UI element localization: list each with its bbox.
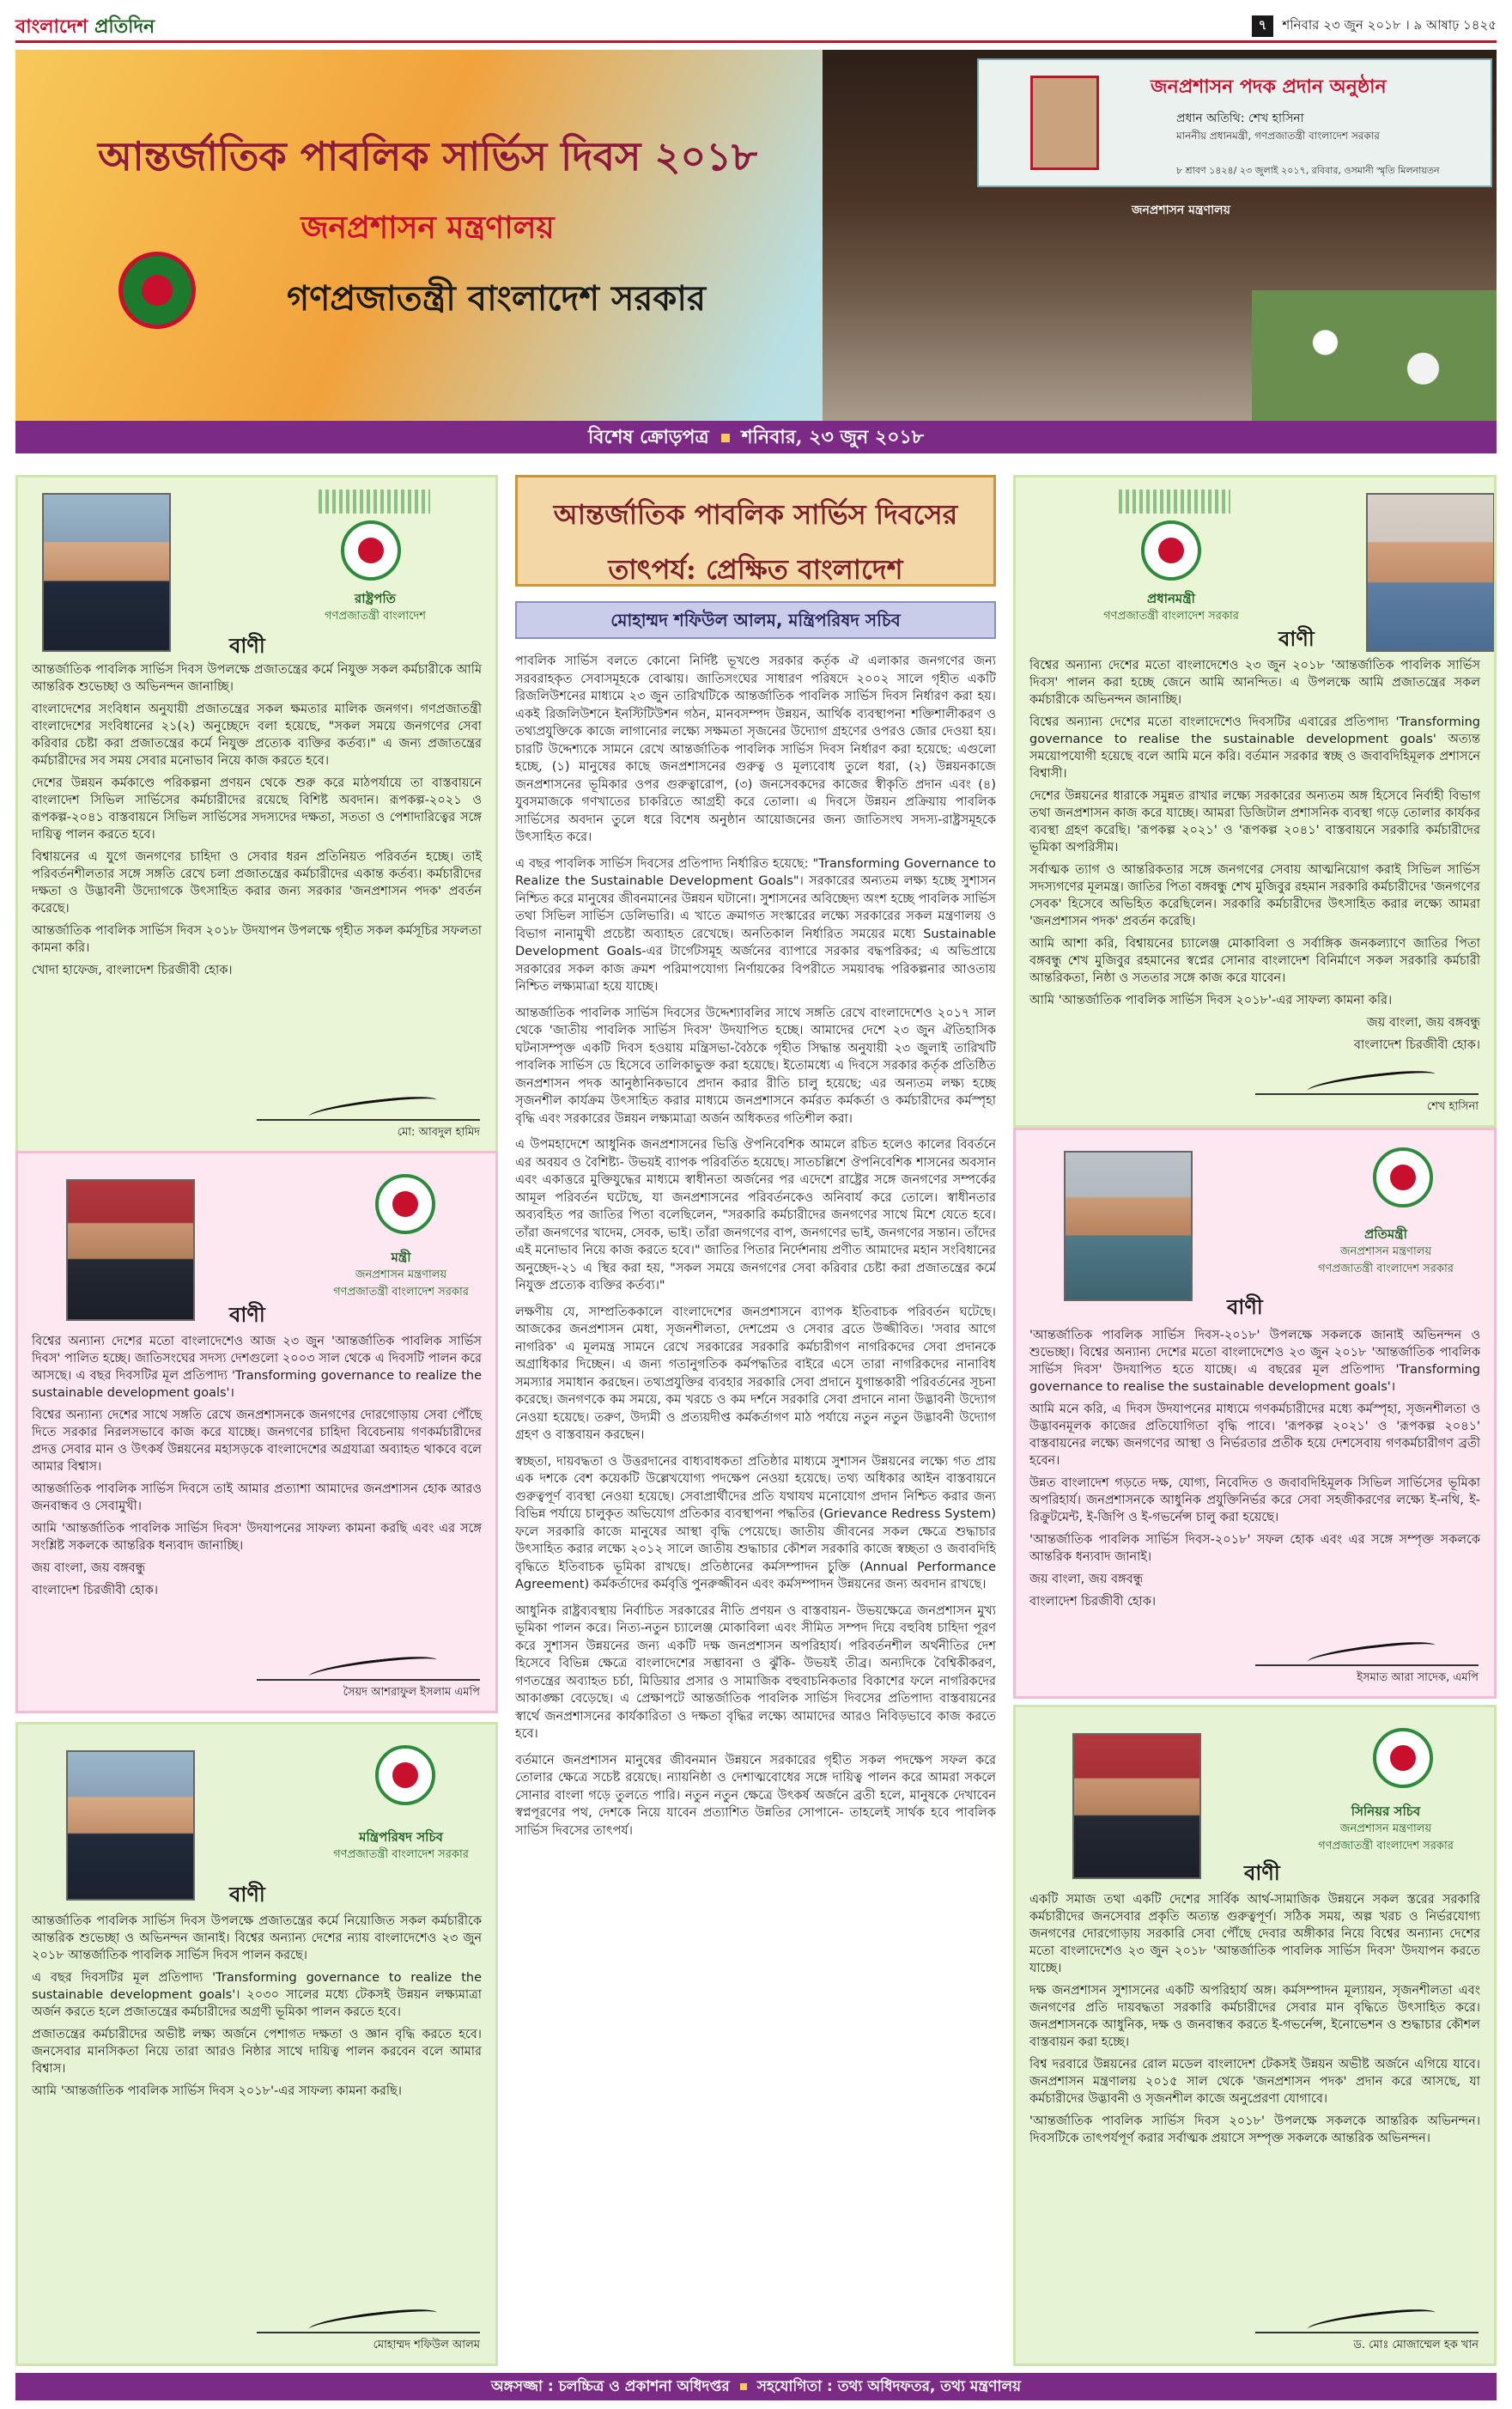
paragraph: আন্তর্জাতিক পাবলিক সার্ভিস দিবসের উদ্দেশ্যাবলির সাথে সঙ্গতি রেখে বাংলাদেশেও ২০১৭ সাল থেকে 'জাতীয় পাবলিক সার্ভিস দিবস' উদযাপিত হচ্ছে। আমাদের দেশে ২৩ জুন ঐতিহাসিক ঘটনাসম্পৃক্ত একটি দিবস হওয়ায় মন্ত্রিসভা-বৈঠকে গৃহীত সিদ্ধান্ত অনুযায়ী ২৩ জুলাই তারিখটি পাবলিক সার্ভিস ডে হিসেবে তালিকাভুক্ত করা হয়েছে। ইতোমধ্যে এ দিবসে সরকার কর্তৃক প্রতিষ্ঠিত জনপ্রশাসন পদক আনুষ্ঠানিকভাবে প্রদান করার রীতি চালু হয়েছে; এর অন্যতম লক্ষ্য হচ্ছে সৃজনশীল কার্যক্রম উৎসাহিত করার মাধ্যমে জনপ্রশাসনে কর্মরত কর্মকর্তা ও কর্মচারীদের কর্মস্পৃহা বৃদ্ধি এবং সরকারের উন্নয়ন লক্ষ্যমাত্রা অর্জন অধিকতর গতিশীল করা। [515, 1006, 996, 1126]
cabinet-secretary-role-sub: গণপ্রজাতন্ত্রী বাংলাদেশ সরকার [333, 1848, 469, 1861]
paragraph: আমি আশা করি, বিশ্বায়নের চ্যালেঞ্জ মোকাবিলা ও সর্বাঙ্গিক জনকল্যাণে জাতির পিতা বঙ্গবন্ধু শেখ মুজিবুর রহমানের স্বপ্নের সোনার বাংলাদেশ বিনির্মাণে সকল সরকারি কর্মচারী আন্তরিকতা, নিষ্ঠা ও সততার সঙ্গে কাজ করে যাবেন। [1029, 937, 1480, 985]
page-number: ৭ [1252, 15, 1274, 37]
paragraph: 'আন্তর্জাতিক পাবলিক সার্ভিস দিবস-২০১৮' উপলক্ষে সকলকে জানাই অভিনন্দন ও শুভেচ্ছা। বিশ্বের অন্যান্য দেশের মতো বাংলাদেশেও ২৩ জুন ২০১৮ 'আন্তর্জাতিক পাবলিক সার্ভিস দিবস' উদযাপিত হতে যাচ্ছে। এ বছরের মূল প্রতিপাদ্য 'Transforming governance to realise the sustainable development goals'। [1029, 1329, 1480, 1394]
president-role-sub: গণপ্রজাতন্ত্রী বাংলাদেশ [325, 610, 426, 623]
banner [15, 50, 1497, 421]
minister-photo [66, 1179, 195, 1321]
state-minister-seal-icon [1373, 1147, 1433, 1208]
pm-heading: বাণী [1278, 626, 1315, 651]
senior-secretary-name: ড. মোঃ মোজাম্মেল হক খান [1353, 2339, 1479, 2351]
page-info [1252, 15, 1497, 37]
paragraph: বিশ্বের অন্যান্য দেশের মতো বাংলাদেশেও দিবসটির এবারের প্রতিপাদ্য 'Transforming governance to realise the sustainable development goals' অত্যন্ত সময়োপযোগী হয়েছে বলে আমি মনে করি। বর্তমান সরকার স্বচ্ছ ও জবাবদিহিমূলক প্রশাসনে বিশ্বাসী। [1029, 715, 1480, 781]
minister-heading: বাণী [229, 1302, 265, 1327]
minister-role: মন্ত্রী [391, 1250, 411, 1265]
cabinet-secretary-text [32, 1913, 482, 2100]
masthead [15, 12, 1497, 43]
senior-secretary-message [1013, 1705, 1497, 2366]
pm-name: শেখ হাসিনা [1426, 1100, 1479, 1113]
state-minister-photo [1064, 1151, 1193, 1301]
state-minister-role: প্রতিমন্ত্রী [1364, 1226, 1407, 1242]
paragraph: পাবলিক সার্ভিস বলতে কোনো নির্দিষ্ট ভূখণ্ডে সরকার কর্তৃক ঐ এলাকার জনগণের জন্য সরবরাহকৃত সেবাসমূহকে বোঝায়। জাতিসংঘের সাধারণ পরিষদে ২০০২ সালে গৃহীত একটি রিজলিউশনের মাধ্যমে ২৩ জুন তারিখটিকে আন্তর্জাতিক পাবলিক সার্ভিস দিবস নির্ধারণ করা হয়। একই রিজলিউশনে ইনস্টিটিউশন গঠন, মানবসম্পদ উন্নয়ন, আর্থিক ব্যবস্থাপনা শক্তিশালীকরণ ও তথ্যপ্রযুক্তিকে কাজে লাগানোর লক্ষ্যে সক্ষমতা সৃজনের উদ্যোগ গ্রহণের ওপরও জোর দেওয়া হয়। চারটি উদ্দেশ্যকে সামনে রেখে আন্তর্জাতিক পাবলিক সার্ভিস দিবস নির্ধারণ করা হয়েছে: এগুলো হচ্ছে, (১) মানুষের কাছে জনপ্রশাসনের গুরুত্ব ও মূল্যবোধ তুলে ধরা, (২) উন্নয়নকাজে জনপ্রশাসনের ভূমিকার ওপর গুরুত্বারোপ, (৩) জনসেবকদের কাজের স্বীকৃতি প্রদান এবং (৪) যুবসমাজকে গণখাতের চাকরিতে আগ্রহী করে তোলা। এ দিবসে উন্নয়ন প্রক্রিয়ায় পাবলিক সার্ভিসের অবদান তুলে ধরে বিশেষ অনুষ্ঠান আয়োজনের জন্য জাতিসংঘ সদস্য-রাষ্ট্রসমূহকে উৎসাহিত করে। [515, 654, 996, 844]
president-name: মো: আবদুল হামিদ [397, 1126, 480, 1139]
minister-seal-icon [375, 1174, 435, 1234]
cabinet-seal-icon [375, 1745, 435, 1805]
supplement-strip [15, 421, 1497, 453]
paragraph: এ উপমহাদেশে আধুনিক জনপ্রশাসনের ভিত্তি ঔপনিবেশিক আমলে রচিত হলেও কালের বিবর্তনে এর অবয়ব ও বৈশিষ্ট্য- উভয়ই ব্যাপক পরিবর্তিত হয়েছে। সাতচল্লিশে ঔপনিবেশিক শাসনের অবসান এবং একাত্তরে মুক্তিযুদ্ধের মাধ্যমে স্বাধীনতা অর্জনের পর এদেশে রাষ্ট্রের সঙ্গে জনগণের সম্পর্কের আমূল পরিবর্তন ঘটেছে, যা জনপ্রশাসনের পরিবর্তনকেও অনিবার্য করে তোলে। স্বাধীনতার অব্যবহিত পর জাতির পিতা বলেছিলেন, "সরকারি কর্মচারীদের জনগণের সাথে মিশে যেতে হবে। তাঁরা জনগণের খাদেম, সেবক, ভাই। তাঁরা জনগণের বাপ, জনগণের ভাই, জনগণের সন্তান। তাঁদের এই মনোভাব নিয়ে কাজ করতে হবে।" জাতির পিতার নির্দেশনায় প্রণীত আমাদের মহান সংবিধানের অনুচ্ছেদ-২১ এ স্থির করা হয়, "সকল সময়ে জনগণের সেবা করিবার চেষ্টা করা প্রজাতন্ত্রের কর্মে নিযুক্ত প্রত্যেক ব্যক্তির কর্তব্য।" [515, 1138, 996, 1293]
paragraph: বিশ্ব দরবারে উন্নয়নের রোল মডেল বাংলাদেশ টেকসই উন্নয়ন অভীষ্ট অর্জনে এগিয়ে যাবে। জনপ্রশাসন মন্ত্রণালয় ২০১৫ সাল থেকে 'জনপ্রশাসন পদক' প্রদান করে আসছে, যা কর্মচারীদের উদ্ভাবনী ও সৃজনশীল কাজে অনুপ্রেরণা যোগাবে। [1029, 2058, 1480, 2106]
senior-secretary-role-sub1: জনপ্রশাসন মন্ত্রণালয় [1339, 1822, 1432, 1835]
signature-icon [257, 1655, 480, 1681]
pm-photo [1366, 493, 1495, 652]
president-role: রাষ্ট্রপতি [355, 591, 396, 606]
paragraph: বিশ্বের অন্যান্য দেশের সাথে সঙ্গতি রেখে জনপ্রশাসনকে জনগণের দোরগোড়ায় সেবা পৌঁছে দিতে সরকার নিরলসভাবে কাজ করে যাচ্ছে। জনগণের চাহিদা বিবেচনায় গণকর্মচারীদের প্রদত্ত সেবার মান ও উৎকর্ষ উন্নয়নের মহাসড়কে বাংলাদেশের অগ্রযাত্রা অব্যাহত থাকবে বলে আমার বিশ্বাস। [32, 1408, 482, 1474]
paragraph: 'আন্তর্জাতিক পাবলিক সার্ভিস দিবস ২০১৮' উপলক্ষে সকলকে আন্তরিক অভিনন্দন। দিবসটিকে তাৎপর্যপূর্ণ করার সর্বাত্মক প্রয়াসে সম্পৃক্ত সকলকে আন্তরিক অভিনন্দন। [1029, 2114, 1480, 2145]
state-minister-role-sub1: জনপ্রশাসন মন্ত্রণালয় [1339, 1245, 1432, 1258]
newspaper-logo [15, 12, 155, 38]
closing-line: বাংলাদেশ চিরজীবী হোক। [32, 1584, 159, 1597]
article-author: মোহাম্মদ শফিউল আলম, মন্ত্রিপরিষদ সচিব [515, 601, 996, 639]
paragraph: উন্নত বাংলাদেশ গড়তে দক্ষ, যোগ্য, নিবেদিত ও জবাবদিহিমূলক সিভিল সার্ভিসের ভূমিকা অপরিহার্য। জনপ্রশাসনকে আধুনিক প্রযুক্তিনির্ভর করে সেবা সহজীকরণের লক্ষ্যে ই-নথি, ই-রিক্রুটমেন্ট, ই-জিপি ও ই-গভর্নেন্স চালু করা হয়েছে। [1029, 1476, 1480, 1524]
backdrop-portrait [1030, 76, 1099, 170]
paragraph: এ বছর পাবলিক সার্ভিস দিবসের প্রতিপাদ্য নির্ধারিত হয়েছে: "Transforming Governance to Realize the Sustainable Development Goals"। সরকারের অন্যতম লক্ষ্য হচ্ছে সুশাসন নিশ্চিত করে মানুষের জীবনমানের উন্নয়ন ঘটানো। সুশাসনের অবিচ্ছেদ্য অংশ হচ্ছে পাবলিক সার্ভিস তথা সিভিল সার্ভিস ডেলিভারি। এ খাতে ক্রমাগত সংস্কারের লক্ষ্যে সরকারের সকল মন্ত্রণালয় ও বিভাগ নানামুখী প্রচেষ্টা অব্যাহত রেখেছে। অনতিকাল নির্ধারিত সময়ের মধ্যে Sustainable Development Goals-এর টার্গেটসমূহ অর্জনের ব্যাপারে সরকার বদ্ধপরিকর; এ অভিপ্রায়ে সরকারের সকল কাজ ক্রমশ পরিমাপযোগ্য নির্ণায়কের বিপরীতে সময়াবদ্ধ পরিকল্পনার আওতায় নিশ্চিত লক্ষ্যমাত্রা হয়ে যাচ্ছে। [515, 856, 996, 994]
senior-secretary-role: সিনিয়র সচিব [1351, 1804, 1421, 1819]
senior-secretary-signature [1255, 2308, 1479, 2355]
cabinet-secretary-signature [257, 2308, 480, 2355]
pm-text [1029, 657, 1480, 1054]
closing-line: জয় বাংলা, জয় বঙ্গবন্ধু [32, 1561, 146, 1575]
paragraph: দেশের উন্নয়ন কর্মকাণ্ডে পরিকল্পনা প্রণয়ন থেকে শুরু করে মাঠপর্যায়ে তা বাস্তবায়নে বাংলাদেশ সিভিল সার্ভিসের কর্মচারীদের রয়েছে বিশিষ্ট অবদান। রূপকল্প-২০২১ ও রূপকল্প-২০৪১ বাস্তবায়নে সিভিল সার্ভিসের সদস্যদের দক্ষতা, সততা ও পেশাদারিত্বের সঙ্গে দায়িত্ব পালন করতে হবে। [32, 776, 482, 842]
minister-text [32, 1333, 482, 1599]
footer-strip [15, 2373, 1497, 2400]
backdrop-chief-guest: প্রধান অতিথি: শেখ হাসিনা [1176, 112, 1304, 125]
banner-government: গণপ্রজাতন্ত্রী বাংলাদেশ সরকার [287, 278, 706, 319]
pm-signature [1255, 1069, 1479, 1116]
president-heading: বাণী [229, 633, 265, 658]
paragraph: সর্বাত্মক ত্যাগ ও আন্তরিকতার সঙ্গে জনগণের সেবায় আত্মনিয়োগ করাই সিভিল সার্ভিস সদস্যগণের মূলমন্ত্র। জাতির পিতা বঙ্গবন্ধু শেখ মুজিবুর রহমান সরকারি কর্মচারীদের 'জনগণের সেবক' হিসেবে অভিহিত করেছিলেন। সরকারি কর্মচারীদের উৎসাহিত করার লক্ষ্যে আমরা 'জনপ্রশাসন পদক' প্রবর্তন করেছি। [1029, 863, 1480, 928]
senior-secretary-role-sub2: গণপ্রজাতন্ত্রী বাংলাদেশ সরকার [1318, 1840, 1454, 1852]
signature-icon [257, 1095, 480, 1121]
paragraph: আমি 'আন্তর্জাতিক পাবলিক সার্ভিস দিবস ২০১৮'-এর সাফল্য কামনা করি। [1029, 994, 1393, 1007]
president-message [15, 475, 498, 1153]
pm-message [1013, 475, 1497, 1128]
paragraph: আন্তর্জাতিক পাবলিক সার্ভিস দিবসে তাই আমার প্রত্যাশা আমাদের জনপ্রশাসন হোক আরও জনবান্ধব ও সেবামুখী। [32, 1482, 482, 1513]
cabinet-secretary-message [15, 1722, 498, 2366]
article-body [515, 653, 996, 2319]
signature-icon [257, 2308, 480, 2333]
footer-left: অঙ্গসজ্জা : চলচ্চিত্র ও প্রকাশনা অধিদপ্তর [490, 2378, 730, 2395]
minister-role-sub2: গণপ্রজাতন্ত্রী বাংলাদেশ সরকার [333, 1286, 469, 1299]
paragraph: আন্তর্জাতিক পাবলিক সার্ভিস দিবস উপলক্ষে প্রজাতন্ত্রের কর্মে নিয়োজিত সকল কর্মচারীকে আন্তরিক শুভেচ্ছা ও অভিনন্দন জানাই। বিশ্বের অন্যান্য দেশের ন্যায় বাংলাদেশেও ২৩ জুন ২০১৮ আন্তর্জাতিক পাবলিক সার্ভিস দিবস পালন করছে। [32, 1914, 482, 1962]
separator-icon [740, 2383, 747, 2390]
cabinet-secretary-heading: বাণী [229, 1882, 265, 1907]
issue-date: শনিবার ২৩ জুন ২০১৮ । ৯ আষাঢ় ১৪২৫ [1282, 17, 1497, 33]
paragraph: 'আন্তর্জাতিক পাবলিক সার্ভিস দিবস-২০১৮' সফল হোক এবং এর সঙ্গে সম্পৃক্ত সকলকে আন্তরিক ধন্যবাদ জানাই। [1029, 1533, 1480, 1564]
state-minister-role-sub2: গণপ্রজাতন্ত্রী বাংলাদেশ সরকার [1318, 1262, 1454, 1275]
pm-role: প্রধানমন্ত্রী [1147, 591, 1195, 606]
brand-green: প্রতিদিন [94, 15, 155, 38]
signature-icon [1255, 2308, 1479, 2333]
closing-line: বাংলাদেশ চিরজীবী হোক। [1029, 1595, 1157, 1609]
pm-role-sub: গণপ্রজাতন্ত্রী বাংলাদেশ সরকার [1103, 610, 1239, 623]
paragraph: আমি 'আন্তর্জাতিক পাবলিক সার্ভিস দিবস ২০১৮'-এর সাফল্য কামনা করছি। [32, 2084, 402, 2098]
paragraph: আন্তর্জাতিক পাবলিক সার্ভিস দিবস ২০১৮ উদযাপন উপলক্ষে গৃহীত সকল কর্মসূচির সফলতা কামনা করি। [32, 924, 482, 955]
paragraph: দেশের উন্নয়নের ধারাকে সমুন্নত রাখার লক্ষ্যে সরকারের অন্যতম অঙ্গ হিসেবে নির্বাহী বিভাগ তথা জনপ্রশাসন কাজ করে যাচ্ছে। আমরা ডিজিটাল প্রশাসনিক ব্যবস্থা গড়ে তোলার কার্যকর ব্যবস্থা গ্রহণ করেছি। 'রূপকল্প ২০২১' ও 'রূপকল্প ২০৪১' বাস্তবায়নে সরকারি কর্মচারীদের ভূমিকা অপরিসীম। [1029, 789, 1480, 855]
paragraph: বিশ্বের অন্যান্য দেশের মতো বাংলাদেশেও আজ ২৩ জুন 'আন্তর্জাতিক পাবলিক সার্ভিস দিবস' পালিত হচ্ছে। জাতিসংঘের সদস্য দেশগুলো ২০০৩ সাল থেকে এ দিবসটি পালন করে আসছে। এ বছর দিবসটির মূল প্রতিপাদ্য 'Transforming governance to realize the sustainable development goals'। [32, 1335, 482, 1400]
paragraph: এ বছর দিবসটির মূল প্রতিপাদ্য 'Transforming governance to realize the sustainable development goals'। ২০৩০ সালের মধ্যে টেকসই উন্নয়ন লক্ষ্যমাত্রা অর্জন করতে হলে প্রজাতন্ত্রের কর্মচারীদের অগ্রণী ভূমিকা পালন করতে হবে। [32, 1971, 482, 2019]
closing-line: বাংলাদেশ চিরজীবী হোক। [1353, 1038, 1480, 1052]
podium-flowers [1252, 290, 1497, 421]
signature-icon [1255, 1069, 1479, 1095]
cabinet-secretary-role: মন্ত্রিপরিষদ সচিব [359, 1829, 443, 1845]
senior-secretary-heading: বাণী [1244, 1860, 1280, 1885]
event-backdrop [977, 58, 1492, 187]
paragraph: আধুনিক রাষ্ট্রব্যবস্থায় নির্বাচিত সরকারের নীতি প্রণয়ন ও বাস্তবায়ন- উভয়ক্ষেত্রে জনপ্রশাসন মুখ্য ভূমিকা পালন করে। নিত্য-নতুন চ্যালেঞ্জ মোকাবিলা এবং সীমিত সম্পদ দিয়ে বহুবিধ চাহিদা পূরণ করে সুশাসন উন্নয়নের জন্য একটি দক্ষ জনপ্রশাসন অপরিহার্য। পরিবর্তনশীল অর্থনীতির দেশ হিসেবে বিভিন্ন ক্ষেত্রে বাংলাদেশের সম্ভাবনা ও ঝুঁকি- উভয়ই তীব্র। অন্যদিকে বৈশ্বিকীকরণ, গণতন্ত্রের অব্যাহত চর্চা, মিডিয়ার প্রসার ও সামাজিক বহুবাচনিকতার বিকাশের ফলে নাগরিকদের আকাঙ্ক্ষা বেড়েছে। এ প্রেক্ষাপটে আন্তর্জাতিক পাবলিক সার্ভিস দিবসের প্রতিপাদ্য বাস্তবায়নের স্বার্থে জনপ্রশাসনের কার্যকারিতা ও দক্ষতা বৃদ্ধির লক্ষ্যে আমাদের আরও নিবিড়ভাবে কাজ করতে হবে। [515, 1603, 996, 1741]
state-minister-heading: বাণী [1227, 1294, 1263, 1319]
article-title-line1: আন্তর্জাতিক পাবলিক সার্ভিস দিবসের [553, 498, 958, 531]
strip-left: বিশেষ ক্রোড়পত্র [587, 426, 709, 448]
minister-name: সৈয়দ আশরাফুল ইসলাম এমপি [343, 1686, 480, 1699]
minister-role-sub1: জনপ্রশাসন মন্ত্রণালয় [355, 1268, 447, 1281]
banner-title: আন্তর্জাতিক পাবলিক সার্ভিস দিবস ২০১৮ [98, 133, 757, 179]
article-title-line2: তাৎপর্য: প্রেক্ষিত বাংলাদেশ [608, 553, 903, 586]
event-photo [823, 50, 1497, 421]
article-title-box [515, 475, 996, 587]
footer-right: সহযোগিতা : তথ্য অধিদফতর, তথ্য মন্ত্রণালয় [756, 2378, 1022, 2395]
minister-signature [257, 1655, 480, 1702]
president-photo [42, 493, 171, 652]
paragraph: দক্ষ জনপ্রশাসন সুশাসনের একটি অপরিহার্য অঙ্গ। কর্মসম্পাদন মূল্যায়ন, সৃজনশীলতা এবং জনগণের প্রতি দায়বদ্ধতা সরকারি কর্মচারীদের সেবার মান বৃদ্ধিতে উৎসাহিত করে। জনপ্রশাসনকে আধুনিক, দক্ষ ও জনবান্ধব করতে ই-গভর্নেন্স, ইনোভেশন ও শুদ্ধাচার কৌশল বাস্তবায়ন করা হচ্ছে। [1029, 1984, 1480, 2049]
paragraph: বর্তমানে জনপ্রশাসন মানুষের জীবনমান উন্নয়নে সরকারের গৃহীত সকল পদক্ষেপ সফল করে তোলার ক্ষেত্রে সচেষ্ট রয়েছে। ন্যায়নিষ্ঠা ও দেশাত্মবোধের সঙ্গে দায়িত্ব পালন করে আমরা সকলে সোনার বাংলা গড়ে তুলতে পারি। নতুন নতুন ক্ষেত্রে উৎকর্ষ অর্জনে ব্রতী হলে, মানুষকে দেখাবেন স্বপ্নপূরণের পথ, দেশকে নিয়ে যাবেন প্রত্যাশিত উন্নতির সোপানে- তাহলেই সার্থক হবে পাবলিক সার্ভিস দিবসের তাৎপর্য। [515, 1753, 996, 1838]
senior-secretary-photo [1072, 1733, 1201, 1879]
paragraph: প্রজাতন্ত্রের কর্মচারীদের অভীষ্ট লক্ষ্য অর্জনে পেশাগত দক্ষতা ও জ্ঞান বৃদ্ধি করতে হবে। জনসেবার মানসিকতা নিয়ে তারা আরও নিষ্ঠার সাথে দায়িত্ব পালন করবেন বলে আমার বিশ্বাস। [32, 2028, 482, 2076]
paragraph: খোদা হাফেজ, বাংলাদেশ চিরজীবী হোক। [32, 964, 233, 977]
signature-icon [1255, 1640, 1479, 1666]
pm-seal-icon [1141, 520, 1201, 581]
state-minister-text [1029, 1327, 1480, 1610]
paragraph: একটি সমাজ তথা একটি দেশের সার্বিক আর্থ-সামাজিক উন্নয়নে সকল স্তরের সরকারি কর্মচারীদের জনসেবার প্রকৃতি অত্যন্ত গুরুত্বপূর্ণ। সঠিক সময়, অল্প খরচ ও নির্ভরযোগ্য জনগণের দোরগোড়ায় সরকারি সেবা পৌঁছে দেবার অঙ্গীকার নিয়ে বিশ্বের অন্যান্য দেশের মতো বাংলাদেশেও ২৩ জুন ২০১৮ 'আন্তর্জাতিক পাবলিক সার্ভিস দিবস' উদযাপন করতে যাচ্ছে। [1029, 1893, 1480, 1975]
paragraph: বিশ্বের অন্যান্য দেশের মতো বাংলাদেশেও ২৩ জুন ২০১৮ 'আন্তর্জাতিক পাবলিক সার্ভিস দিবস' পালন করা হচ্ছে জেনে আমি আনন্দিত। এ উপলক্ষে আমি প্রজাতন্ত্রের সকল কর্মচারীকে অভিনন্দন জানাচ্ছি। [1029, 659, 1480, 707]
president-signature [257, 1095, 480, 1142]
paragraph: লক্ষণীয় যে, সাম্প্রতিককালে বাংলাদেশের জনপ্রশাসনে ব্যাপক ইতিবাচক পরিবর্তন ঘটেছে। আজকের জনপ্রশাসন মেধা, সৃজনশীলতা, দেশপ্রেম ও সেবার ব্রতে উজ্জীবিত। 'সবার আগে নাগরিক' এ মূলমন্ত্র সামনে রেখে সরকারের সরকারি কর্মচারীগণ নাগরিকদের সেবা প্রদানকে অগ্রাধিকার দিচ্ছেন। এ জন্য গতানুগতিক কর্মপদ্ধতির বাইরে এসে তারা নাগরিকদের নানাবিধ সমস্যার সমাধান করছেন। তথ্যপ্রযুক্তির ব্যবহার সরকারি সেবা প্রদানে যুগান্তকারী পরিবর্তনের সূচনা করেছে। জনগণকে কম সময়ে, কম খরচে ও কম দর্শনে সরকারি সেবা প্রদানে নানা উদ্ভাবনী উদ্যোগ নেওয়া হয়েছে। তরুণ, উদ্যমী ও প্রত্যয়দীপ্ত কর্মকর্তাগণ মাঠ পর্যায়ে নতুন নতুন উদ্ভাবনী উদ্যোগ গ্রহণ ও বাস্তবায়ন করছেন। [515, 1305, 996, 1442]
strip-right: শনিবার, ২৩ জুন ২০১৮ [741, 426, 925, 448]
paragraph: আমি মনে করি, এ দিবস উদযাপনের মাধ্যমে গণকর্মচারীদের মধ্যে কর্মস্পৃহা, সৃজনশীলতা ও উদ্ভাবনমূলক কাজের প্রতিযোগিতা বৃদ্ধি পাবে। 'রূপকল্প ২০২১' ও 'রূপকল্প ২০৪১' বাস্তবায়নের লক্ষ্যে জনগণের আস্থা ও নির্ভরতার প্রতীক হয়ে দেশসেবায় গণকর্মচারীগণ ব্রতী হবেন। [1029, 1402, 1480, 1468]
backdrop-pm-line: মাননীয় প্রধানমন্ত্রী, গণপ্রজাতন্ত্রী বাংলাদেশ সরকার [1176, 130, 1380, 142]
state-minister-name: ইসমাত আরা সাদেক, এমপি [1357, 1671, 1479, 1684]
cabinet-secretary-photo [66, 1750, 195, 1901]
minister-message [15, 1151, 498, 1713]
podium-label: জনপ্রশাসন মন্ত্রণালয় [1132, 204, 1230, 217]
brand-red: বাংলাদেশ [15, 15, 88, 38]
paragraph: বিশ্বায়নের এ যুগে জনগণের চাহিদা ও সেবার ধরন প্রতিনিয়ত পরিবর্তন হচ্ছে। তাই পরিবর্তনশীলতার সঙ্গে সঙ্গতি রেখে চলা প্রজাতন্ত্রের কর্মচারীদের একান্ত কর্তব্য। কর্মচারীদের দক্ষতা ও উদ্ভাবনী উদ্যোগকে উৎসাহিত করার জন্য সরকার 'জনপ্রশাসন পদক' প্রবর্তন করেছে। [32, 850, 482, 916]
closing-line: জয় বাংলা, জয় বঙ্গবন্ধু [1366, 1016, 1480, 1030]
senior-secretary-text [1029, 1891, 1480, 2147]
president-text [32, 661, 482, 979]
paragraph: আমি 'আন্তর্জাতিক পাবলিক সার্ভিস দিবস' উদযাপনের সাফল্য কামনা করছি এবং এর সঙ্গে সংশ্লিষ্ট সকলকে আন্তরিক ধন্যবাদ জানাচ্ছি। [32, 1522, 482, 1553]
state-minister-signature [1255, 1640, 1479, 1688]
paragraph: স্বচ্ছতা, দায়বদ্ধতা ও উত্তরদানের বাধ্যবাধকতা প্রতিষ্ঠার মাধ্যমে সুশাসন উন্নয়নের লক্ষ্যে গত প্রায় এক দশকে বেশ কয়েকটি উল্লেখযোগ্য পদক্ষেপ নেওয়া হয়েছে। তথ্য অধিকার আইন বাস্তবায়নে গুরুত্বপূর্ণ ব্যবস্থা নেওয়া হয়েছে। সেবাপ্রার্থীদের প্রতি যথাযথ মনোযোগ প্রদান নিশ্চিত করার জন্য বিভিন্ন পর্যায়ে চালুকৃত অভিযোগ প্রতিকার ব্যবস্থাপনা পদ্ধতির (Grievance Redress System) ফলে সরকারি কাজে মানুষের আস্থা বৃদ্ধি পেয়েছে। জাতীয় জীবনের সকল ক্ষেত্রে শুদ্ধাচার উৎসাহিত করার লক্ষ্যে ২০১২ সালে জাতীয় শুদ্ধাচার কৌশল সরকারি কাজে স্বচ্ছতা ও জবাবদিহি বৃদ্ধিতে ইতিবাচক ভূমিকা রাখছে। প্রতিষ্ঠানের কর্মসম্পাদন চুক্তি (Annual Performance Agreement) কর্মকর্তাদের কর্মবৃত্তি পুনরুজ্জীবন এবং কর্মসম্পাদন উন্নয়নের জন্য অবদান রাখছে। [515, 1454, 996, 1591]
backdrop-title: জনপ্রশাসন পদক প্রদান অনুষ্ঠান [1151, 76, 1387, 98]
senior-secretary-seal-icon [1373, 1728, 1433, 1788]
banner-ministry: জনপ্রশাসন মন্ত্রণালয় [301, 210, 555, 246]
backdrop-date-line: ৮ শ্রাবণ ১৪২৪/ ২৩ জুলাই ২০১৭, রবিবার, ওসমানী স্মৃতি মিলনায়তন [1176, 165, 1440, 176]
state-minister-message [1013, 1128, 1497, 1699]
paragraph: বাংলাদেশের সংবিধান অনুযায়ী প্রজাতন্ত্রের সকল ক্ষমতার মালিক জনগণ। গণপ্রজাতন্ত্রী বাংলাদেশের সংবিধানের ২১(২) অনুচ্ছেদে বলা হয়েছে, "সকল সময়ে জনগণের সেবা করিবার চেষ্টা করা প্রজাতন্ত্রের কর্মে নিযুক্ত প্রত্যেক ব্যক্তির কর্তব্য।" এ জন্য প্রজাতন্ত্রের কর্মচারীদের সব সময় সেবার মনোভাব নিয়ে কাজ করতে হবে। [32, 703, 482, 768]
closing-line: জয় বাংলা, জয় বঙ্গবন্ধু [1029, 1573, 1144, 1586]
paragraph: আন্তর্জাতিক পাবলিক সার্ভিস দিবস উপলক্ষে প্রজাতন্ত্রের কর্মে নিযুক্ত সকল কর্মচারীকে আমি আন্তরিক শুভেচ্ছা ও অভিনন্দন জানাচ্ছি। [32, 663, 482, 694]
president-seal-icon [341, 520, 401, 581]
separator-icon [721, 434, 730, 442]
cabinet-secretary-name: মোহাম্মদ শফিউল আলম [373, 2339, 480, 2351]
